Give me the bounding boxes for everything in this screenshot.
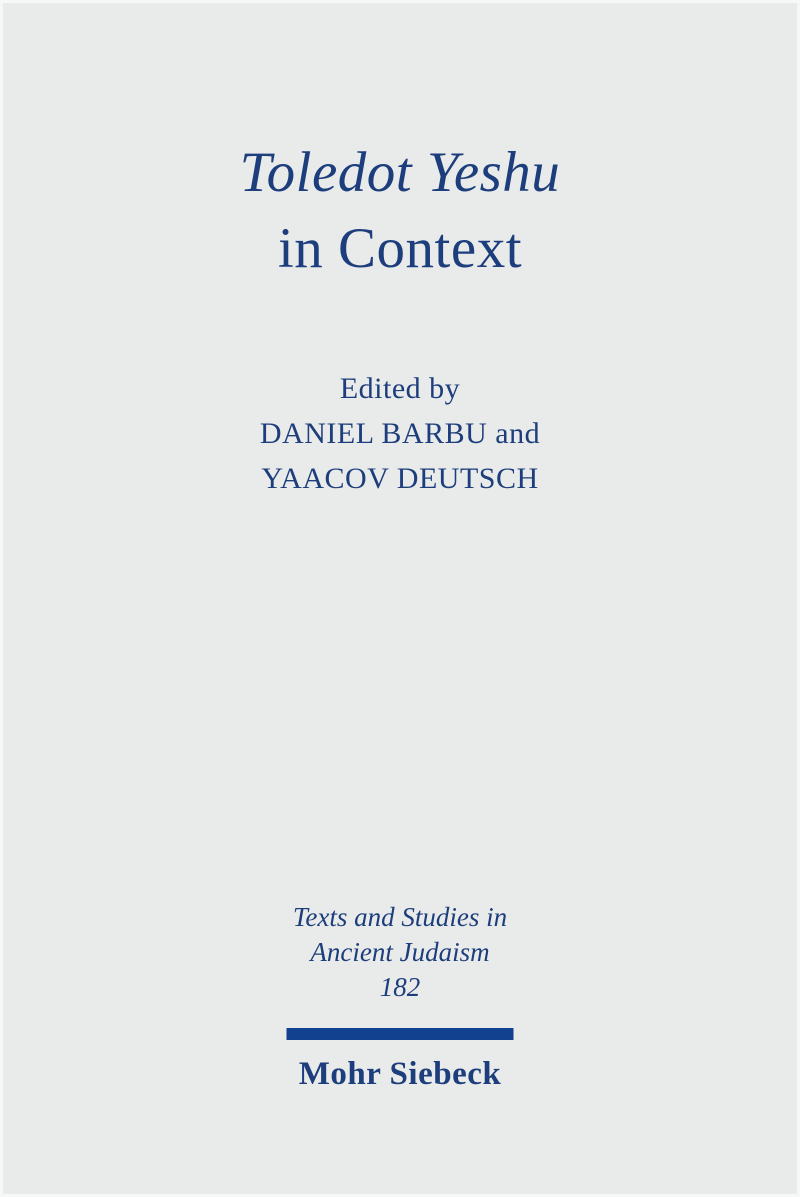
editors-block [3,366,797,501]
edited-by-label: Edited by [339,372,461,405]
book-title [3,135,797,287]
title-line-1: Toledot Yeshu [239,141,561,204]
series-name-line-2: Ancient Judaism [310,937,490,967]
series-block [3,900,797,1005]
editor-names-line-1: DANIEL BARBU and [259,417,541,450]
series-volume-number: 182 [379,972,421,1002]
series-name-line-1: Texts and Studies in [292,902,508,932]
publisher-name: Mohr Siebeck [298,1056,502,1092]
title-line-2: in Context [277,217,523,280]
publisher-rule [287,1028,514,1040]
editor-names-line-2: YAACOV DEUTSCH [261,462,539,495]
